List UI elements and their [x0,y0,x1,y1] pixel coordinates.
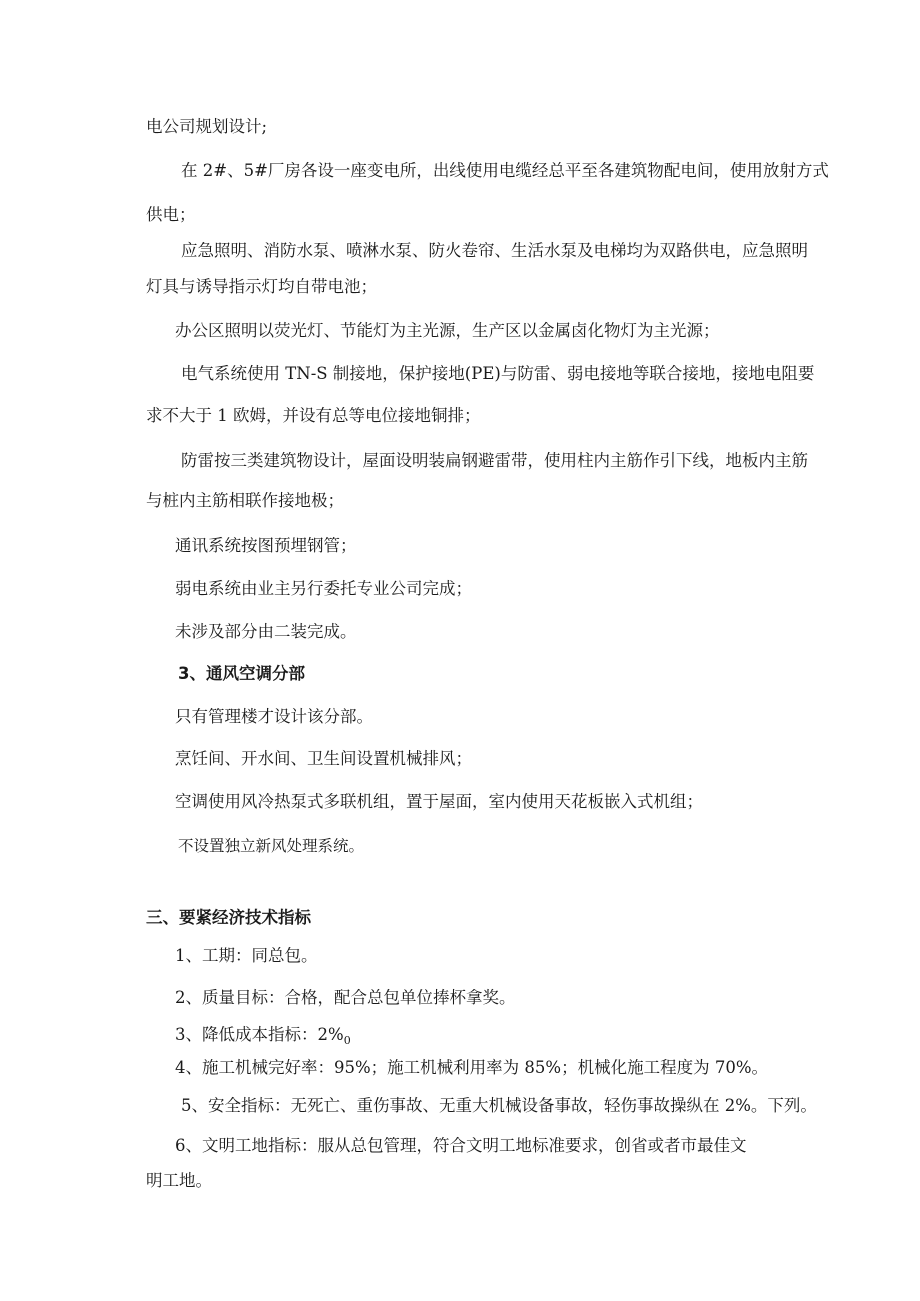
text-line: 只有管理楼才设计该分部。 [175,707,373,726]
text-line: 应急照明、消防水泵、喷淋水泵、防火卷帘、生活水泵及电梯均为双路供电，应急照明 [181,241,808,260]
text-line: 防雷按三类建筑物设计，屋面设明装扁钢避雷带，使用柱内主筋作引下线，地板内主筋 [181,451,808,470]
text-line: 1、工期：同总包。 [175,946,318,965]
text-line: 办公区照明以荧光灯、节能灯为主光源，生产区以金属卤化物灯为主光源； [175,321,720,340]
text-line: 2、质量目标：合格，配合总包单位捧杯拿奖。 [175,988,516,1007]
permille-subscript: 0 [343,1034,351,1047]
text-line: 空调使用风冷热泵式多联机组，置于屋面，室内使用天花板嵌入式机组； [175,792,703,811]
text-line: 不设置独立新风处理系统。 [178,837,365,855]
text-line: 与桩内主筋相联作接地极； [146,491,344,510]
text-line [175,1024,351,1052]
cost-reduction-text: 3、降低成本指标：2% [175,1025,344,1044]
text-line: 6、文明工地指标：服从总包管理，符合文明工地标准要求，创省或者市最佳文 [175,1136,747,1155]
text-line: 求不大于 1 欧姆，并设有总等电位接地铜排； [146,406,481,425]
text-line: 供电； [146,205,196,224]
section-heading: 3、通风空调分部 [178,664,305,683]
text-line: 弱电系统由业主另行委托专业公司完成； [175,579,472,598]
text-line: 通讯系统按图预埋钢管； [175,536,357,555]
text-line: 电气系统使用 TN-S 制接地，保护接地(PE)与防雷、弱电接地等联合接地，接地电阻要 [181,364,815,383]
text-line: 5、安全指标：无死亡、重伤事故、无重大机械设备事故，轻伤事故操纵在 2%。下列。 [181,1096,817,1115]
text-line: 未涉及部分由二装完成。 [175,622,357,641]
chapter-heading: 三、要紧经济技术指标 [146,908,311,927]
text-line: 电公司规划设计; [146,117,268,136]
text-line: 灯具与诱导指示灯均自带电池； [146,277,377,296]
text-line: 明工地。 [146,1171,212,1190]
text-line: 在 2#、5#厂房各设一座变电所，出线使用电缆经总平至各建筑物配电间，使用放射方式 [181,161,829,180]
text-line: 烹饪间、开水间、卫生间设置机械排风； [175,749,472,768]
text-line: 4、施工机械完好率：95%；施工机械利用率为 85%；机械化施工程度为 70%。 [175,1058,769,1077]
